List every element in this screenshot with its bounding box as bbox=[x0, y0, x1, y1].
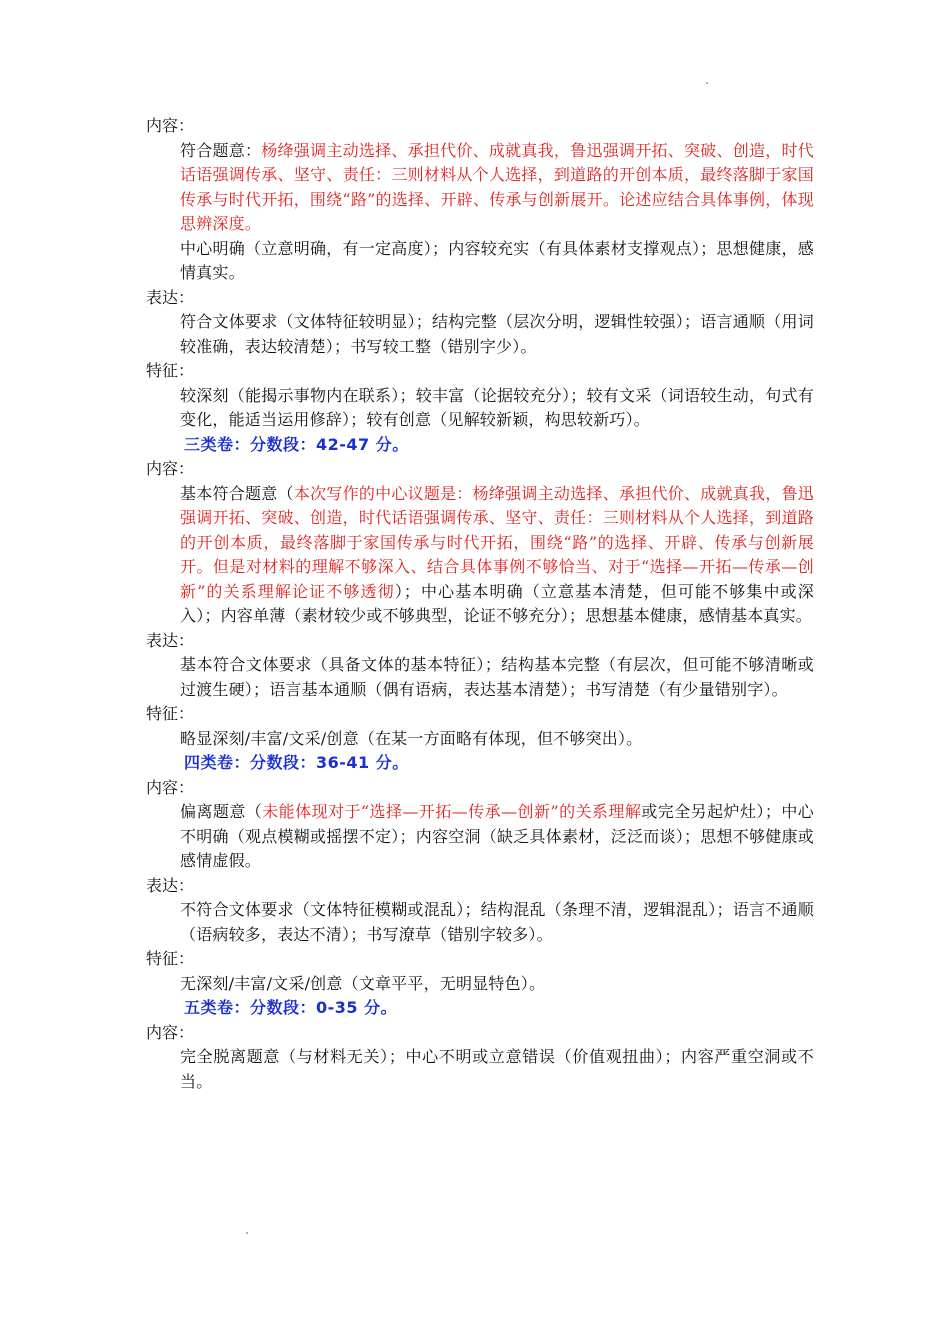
feature-label: 特征： bbox=[146, 704, 195, 723]
page-mark-dot bbox=[706, 82, 708, 84]
content-label: 内容： bbox=[146, 1022, 195, 1042]
content-text: 或完全另起炉灶）；中心不明确（观点模糊或摇摆不定）；内容空洞（缺乏具体素材，泛泛而谈）；思想不够健康或感情虚假。 bbox=[180, 802, 814, 870]
page-mark-dot bbox=[246, 1232, 248, 1234]
expression-label: 表达： bbox=[146, 287, 195, 307]
feature-label: 特征： bbox=[146, 361, 195, 380]
expression-paragraph: 符合文体要求（文体特征较明显）；结构完整（层次分明，逻辑性较强）；语言通顺（用词较准确，表达较清楚）；书写较工整（错别字少）。 bbox=[180, 312, 814, 356]
category-3-heading: 三类卷：分数段：42-47 分。 bbox=[184, 434, 409, 454]
highlighted-theme-text: 本次写作的中心议题是：杨绛强调主动选择、承担代价、成就真我，鲁迅强调开拓、突破、创造，时代话语强调传承、坚守、责任：三则材料从个人选择，到道路的开创本质，最终落脚于家国传承与时代开拓，围绕“路”的选择、开辟、传承与创新展开。但是对材料的理解不够深入、结合具体事例不够恰当、对于“选择—开拓—传承—创新”的关系理解论证不够透彻 bbox=[180, 483, 814, 601]
content-paragraph bbox=[180, 482, 814, 629]
content-label: 内容： bbox=[146, 459, 195, 478]
content-text: 符合题意： bbox=[180, 140, 262, 160]
feature-paragraph: 略显深刻/丰富/文采/创意（在某一方面略有体现，但不够突出）。 bbox=[180, 728, 643, 748]
expression-paragraph: 不符合文体要求（文体特征模糊或混乱）；结构混乱（条理不清，逻辑混乱）；语言不通顺（语病较多，表达不清）；书写潦草（错别字较多）。 bbox=[180, 900, 814, 944]
content-text: ）；中心基本明确（立意基本清楚，但可能不够集中或深入）；内容单薄（素材较少或不够典型，论证不够充分）；思想基本健康，感情基本真实。 bbox=[180, 581, 814, 625]
feature-paragraph: 无深刻/丰富/文采/创意（文章平平，无明显特色）。 bbox=[180, 973, 546, 993]
content-paragraph: 中心明确（立意明确，有一定高度）；内容较充实（有具体素材支撑观点）；思想健康，感情真实。 bbox=[180, 238, 814, 282]
expression-label: 表达： bbox=[146, 630, 195, 650]
highlighted-theme-text: 未能体现对于“选择—开拓—传承—创新”的关系理解 bbox=[262, 802, 642, 821]
feature-label: 特征： bbox=[146, 949, 195, 968]
content-paragraph bbox=[180, 800, 814, 874]
content-label: 内容： bbox=[146, 116, 195, 135]
feature-paragraph: 较深刻（能揭示事物内在联系）；较丰富（论据较充分）；较有文采（词语较生动，句式有变化，能适当运用修辞）；较有创意（见解较新颖，构思较新巧）。 bbox=[180, 385, 814, 429]
expression-paragraph: 基本符合文体要求（具备文体的基本特征）；结构基本完整（有层次，但可能不够清晰或过渡生硬）；语言基本通顺（偶有语病，表达基本清楚）；书写清楚（有少量错别字）。 bbox=[180, 655, 814, 699]
category-5-heading: 五类卷：分数段：0-35 分。 bbox=[184, 998, 398, 1017]
content-text: 偏离题意（ bbox=[180, 802, 263, 821]
content-label: 内容： bbox=[146, 777, 195, 797]
content-text: 基本符合题意（ bbox=[180, 483, 294, 503]
content-paragraph: 完全脱离题意（与材料无关）；中心不明或立意错误（价值观扭曲）；内容严重空洞或不当。 bbox=[180, 1047, 814, 1091]
expression-label: 表达： bbox=[146, 875, 195, 895]
grading-criteria bbox=[146, 114, 814, 1094]
content-paragraph bbox=[180, 139, 814, 237]
highlighted-theme-text: 杨绛强调主动选择、承担代价、成就真我，鲁迅强调开拓、突破、创造，时代话语强调传承、坚守、责任：三则材料从个人选择，到道路的开创本质，最终落脚于家国传承与时代开拓，围绕“路”的选择、开辟、传承与创新展开。论述应结合具体事例，体现思辨深度。 bbox=[180, 140, 814, 233]
category-4-heading: 四类卷：分数段：36-41 分。 bbox=[184, 753, 409, 772]
